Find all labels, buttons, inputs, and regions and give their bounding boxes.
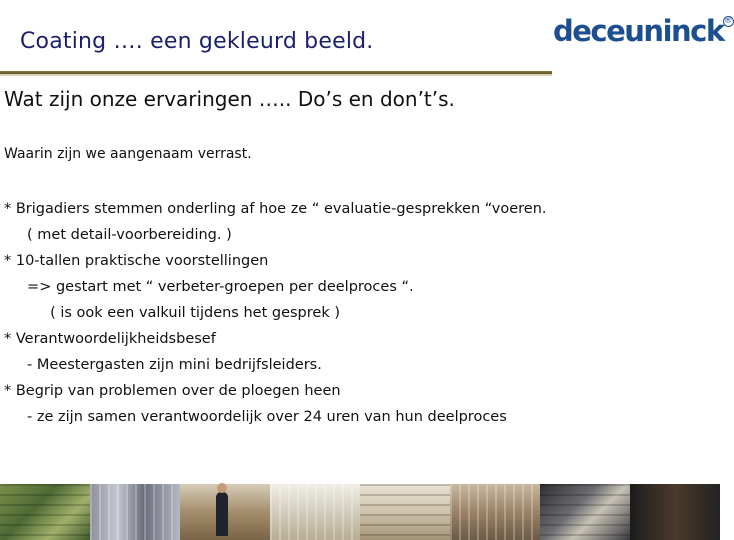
list-item: * Verantwoordelijkheidsbesef — [4, 331, 216, 347]
list-item: ( met detail-voorbereiding. ) — [4, 227, 232, 243]
slide-title: Coating …. een gekleurd beeld. — [20, 29, 374, 54]
slide-subtitle: Wat zijn onze ervaringen ….. Do’s en don’t’s. — [4, 87, 455, 111]
photo-tile-window — [270, 484, 360, 540]
title-underline-shadow — [0, 74, 552, 76]
intro-text: Waarin zijn we aangenaam verrast. — [4, 146, 252, 162]
list-item: * 10-tallen praktische voorstellingen — [4, 253, 269, 269]
photo-tile-building-facade — [90, 484, 180, 540]
registered-mark: ® — [723, 16, 733, 26]
list-item: => gestart met “ verbeter-groepen per deelproces “. — [4, 279, 414, 295]
photo-tile-person — [180, 484, 270, 540]
photo-tile-profiles — [540, 484, 630, 540]
list-item: - ze zijn samen verantwoordelijk over 24 uren van hun deelproces — [4, 409, 507, 425]
list-item: - Meestergasten zijn mini bedrijfsleiders. — [4, 357, 322, 373]
deceuninck-logo — [553, 14, 733, 48]
list-item: * Begrip van problemen over de ploegen heen — [4, 383, 341, 399]
photo-tile-dark — [630, 484, 720, 540]
logo-text: deceuninck — [553, 14, 724, 48]
photo-tile-doorway — [450, 484, 540, 540]
list-item: ( is ook een valkuil tijdens het gesprek ) — [4, 305, 340, 321]
photo-tile-greenery — [0, 484, 90, 540]
person-figure — [216, 492, 228, 536]
photo-tile-interior — [360, 484, 450, 540]
bullet-list — [4, 196, 547, 430]
list-item: * Brigadiers stemmen onderling af hoe ze “ evaluatie-gesprekken “voeren. — [4, 201, 547, 217]
photo-strip — [0, 484, 720, 540]
